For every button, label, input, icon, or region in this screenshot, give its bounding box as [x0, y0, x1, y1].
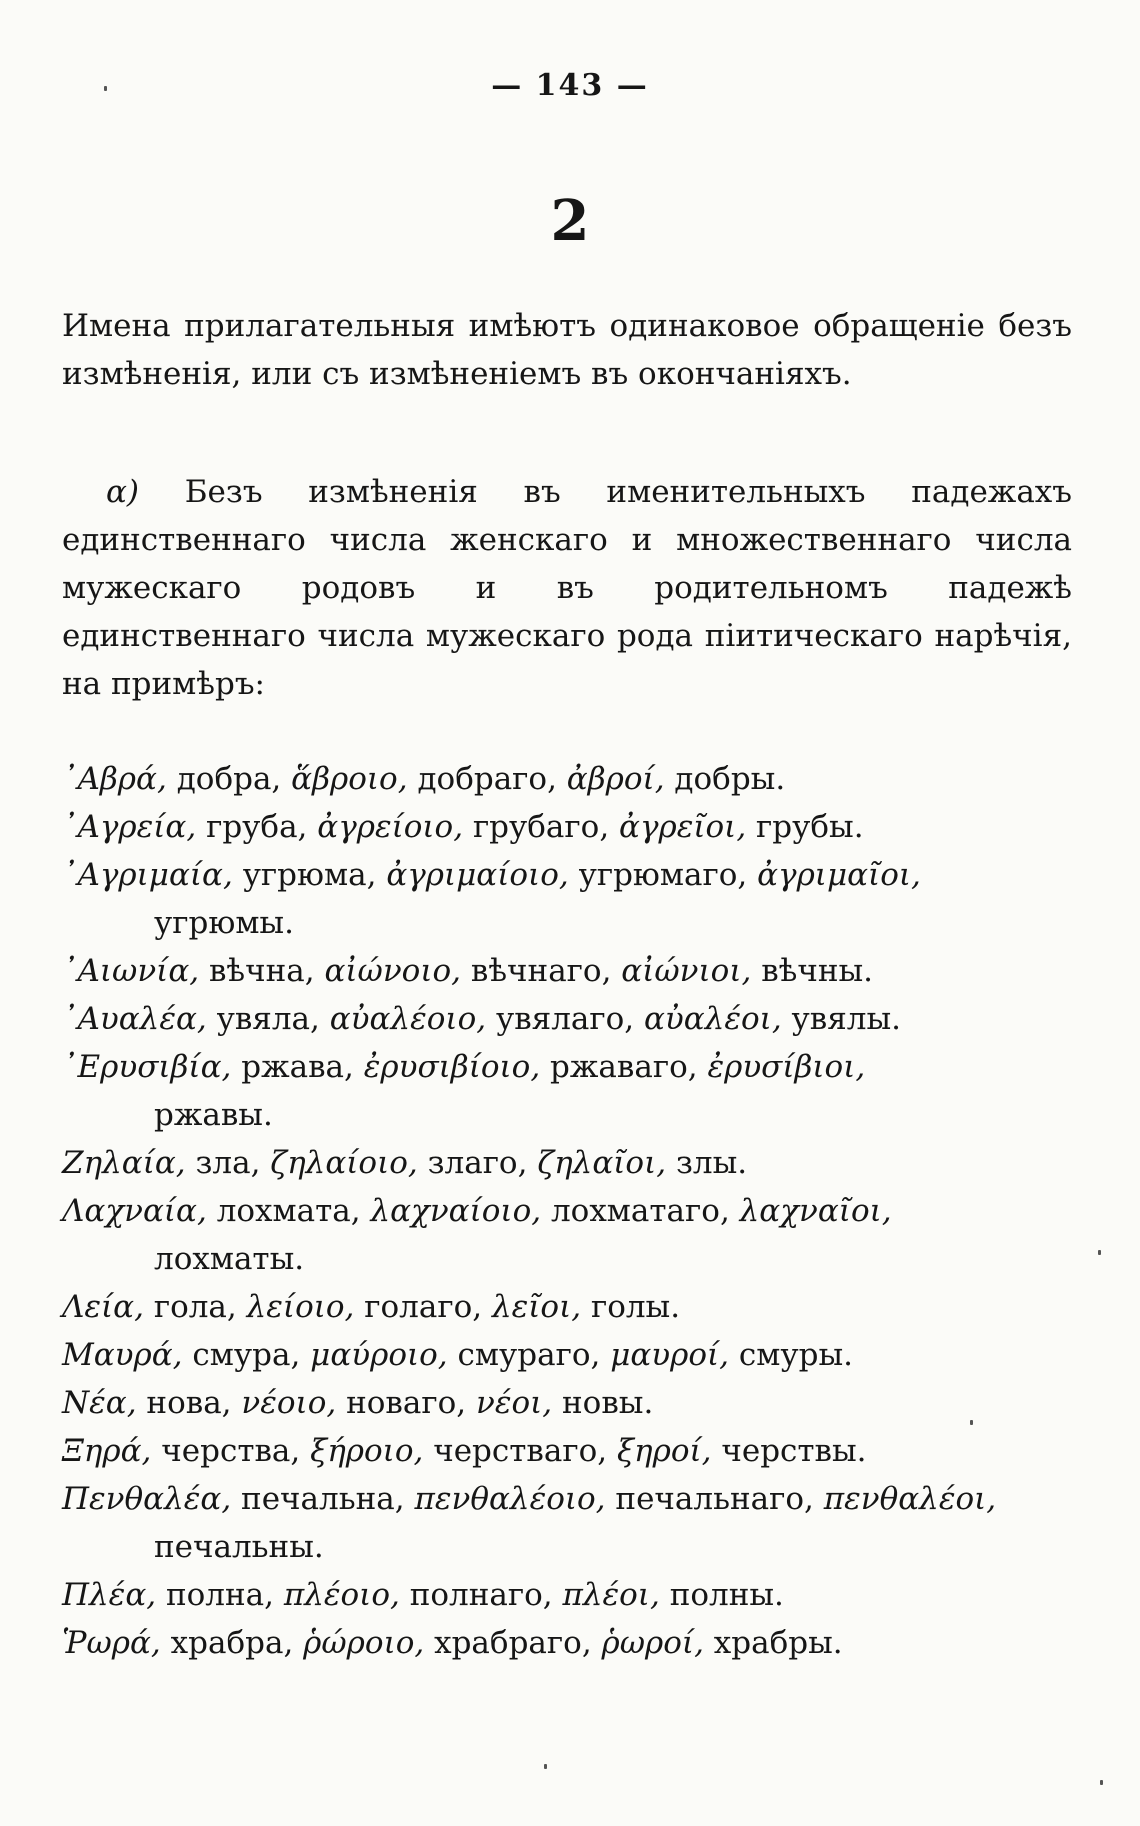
list-item: ᾽Αβρά, добра, ἅβροιο, добраго, ἀβροί, добры. — [62, 761, 786, 797]
list-item-continuation: печальны. — [154, 1529, 324, 1565]
list-item: Νέα, нова, νέοιο, новаго, νέοι, новы. — [62, 1385, 654, 1421]
adjective-list — [62, 755, 1072, 1667]
list-item: Ζηλαία, зла, ζηλαίοιο, злаго, ζηλαῖοι, злы. — [62, 1145, 748, 1181]
rule-marker: α) — [106, 474, 140, 510]
list-item: ᾽Αγρεία, груба, ἀγρείοιο, грубаго, ἀγρεῖοι, грубы. — [62, 809, 864, 845]
print-speck — [1100, 1780, 1103, 1785]
list-item: Λεία, гола, λείοιο, голаго, λεῖοι, голы. — [62, 1289, 681, 1325]
list-item: ᾽Αγριμαία, угрюма, ἀγριμαίοιο, угрюмаго, ἀγριμαῖοι, — [62, 857, 921, 893]
list-item: Πλέα, полна, πλέοιο, полнаго, πλέοι, полны. — [62, 1577, 784, 1613]
rule-paragraph — [62, 468, 1072, 708]
list-item: Μαυρά, смура, μαύροιο, смураго, μαυροί, смуры. — [62, 1337, 853, 1373]
list-item: Ξηρά, черства, ξήροιο, черстваго, ξηροί, черствы. — [62, 1433, 867, 1469]
print-speck — [970, 1420, 973, 1425]
list-item: ᾽Αιωνία, вѣчна, αἰώνοιο, вѣчнаго, αἰώνιοι, вѣчны. — [62, 953, 874, 989]
list-item: Λαχναία, лохмата, λαχναίοιο, лохматаго, λαχναῖοι, — [62, 1193, 892, 1229]
print-speck — [104, 86, 107, 91]
list-item: Ῥωρά, храбра, ῥώροιο, храбраго, ῥωροί, храбры. — [62, 1625, 843, 1661]
intro-paragraph: Имена прилагательныя имѣютъ одинаковое обращеніе безъ измѣненія, или съ измѣненіемъ въ окончаніяхъ. — [62, 308, 1072, 392]
print-speck — [544, 1764, 547, 1769]
rule-text: Безъ измѣненія въ именительныхъ падежахъ единственнаго числа женскаго и множественнаго числа мужескаго родовъ и въ родительномъ падежѣ единственнаго числа мужескаго рода піитическаго нарѣчія, на примѣръ: — [62, 474, 1073, 702]
list-item-continuation: угрюмы. — [154, 905, 294, 941]
list-item: ᾽Ερυσιβία, ржава, ἐρυσιβίοιο, ржаваго, ἐρυσίβιοι, — [62, 1049, 866, 1085]
list-item-continuation: лохматы. — [154, 1241, 305, 1277]
section-number: 2 — [550, 188, 590, 254]
list-item: Πενθαλέα, печальна, πενθαλέοιο, печальнаго, πενθαλέοι, — [62, 1481, 997, 1517]
list-item-continuation: ржавы. — [154, 1097, 273, 1133]
print-speck — [1098, 1250, 1101, 1255]
list-item: ᾽Αυαλέα, увяла, αὐαλέοιο, увялаго, αὐαλέοι, увялы. — [62, 1001, 901, 1037]
page-number: — 143 — — [491, 68, 649, 103]
